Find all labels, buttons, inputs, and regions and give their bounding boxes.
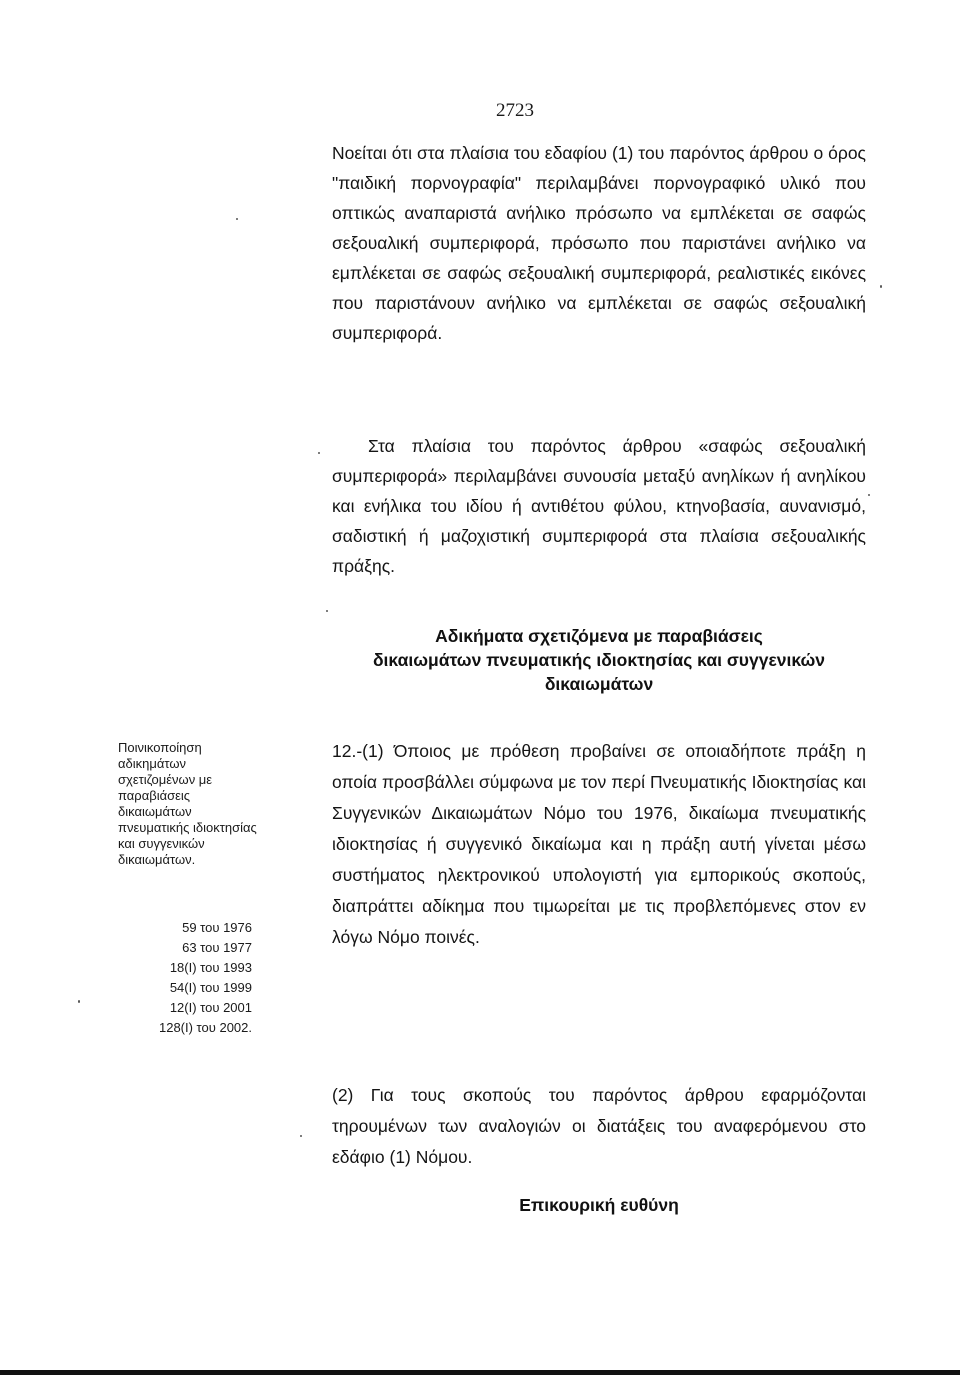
definition-paragraph: Στα πλαίσια του παρόντος άρθρου «σαφώς σεξουαλική συμπεριφορά» περιλαμβάνει συνουσία μεταξύ ανηλίκων ή ανηλίκου και ενήλικα του ιδίου ή αντιθέτου φύλου, κτηνοβασία, αυνανισμό, σαδιστική ή μαζοχιστική συμπεριφορά στα πλαίσια σεξουαλικής πράξης. — [332, 436, 866, 576]
law-reference: 12(I) του 2001 — [169, 1000, 252, 1015]
section-heading-line-1: Αδικήματα σχετιζόμενα με παραβιάσεις — [435, 626, 763, 646]
law-reference: 63 του 1977 — [182, 940, 252, 955]
scan-speck — [300, 1135, 302, 1137]
scan-speck — [326, 610, 328, 612]
subheading: Επικουρική ευθύνη — [519, 1195, 679, 1215]
margin-law-references — [118, 918, 252, 1038]
article-12-paragraph-2: (2) Για τους σκοπούς του παρόντος άρθρου εφαρμόζονται τηρουμένων των αναλογιών οι διατάξεις του αναφερόμενου στο εδάφιο (1) Νόμου. — [332, 1085, 866, 1167]
law-reference: 18(I) του 1993 — [169, 960, 252, 975]
scan-speck — [236, 218, 238, 220]
scan-speck — [868, 494, 870, 496]
section-heading — [332, 624, 866, 696]
page-number: 2723 — [496, 100, 534, 121]
article-12-paragraph-1: 12.-(1) Όποιος με πρόθεση προβαίνει σε οποιαδήποτε πράξη η οποία προσβάλλει σύμφωνα με τον περί Πνευματικής Ιδιοκτησίας και Συγγενικών Δικαιωμάτων Νόμο του 1976, δικαίωμα πνευματικής ιδιοκτησίας ή συγγενικό δικαίωμα και η πράξη αυτή γίνεται μέσω συστήματος ηλεκτρονικού υπολογιστή για εμπορικούς σκοπούς, διαπράττει αδίκημα που τιμωρείται με τις προβλεπόμενες στον εν λόγω Νόμο ποινές. — [332, 741, 866, 947]
law-reference: 59 του 1976 — [182, 920, 252, 935]
scan-speck — [880, 285, 882, 288]
scan-speck — [78, 1000, 80, 1003]
margin-note: Ποινικοποίηση αδικημάτων σχετιζομένων με παραβιάσεις δικαιωμάτων πνευματικής ιδιοκτησίας και συγγενικών δικαιωμάτων. — [118, 740, 257, 867]
law-reference: 128(I) του 2002. — [158, 1020, 252, 1035]
law-reference: 54(I) του 1999 — [169, 980, 252, 995]
section-heading-line-3: δικαιωμάτων — [544, 674, 654, 694]
intro-paragraph: Νοείται ότι στα πλαίσια του εδαφίου (1) του παρόντος άρθρου ο όρος "παιδική πορνογραφία" περιλαμβάνει πορνογραφικό υλικό που οπτικώς αναπαριστά ανήλικο πρόσωπο να εμπλέκεται σε σαφώς σεξουαλική συμπεριφορά, πρόσωπο που παριστάνει ανήλικο να εμπλέκεται σε σαφώς σεξουαλική συμπεριφορά, ρεαλιστικές εικόνες που παριστάνουν ανήλικο να εμπλέκεται σε σαφώς σεξουαλική συμπεριφορά. — [332, 143, 866, 343]
section-heading-line-2: δικαιωμάτων πνευματικής ιδιοκτησίας και συγγενικών — [372, 650, 826, 670]
scan-speck — [318, 452, 320, 454]
bottom-border-rule — [0, 1370, 960, 1375]
